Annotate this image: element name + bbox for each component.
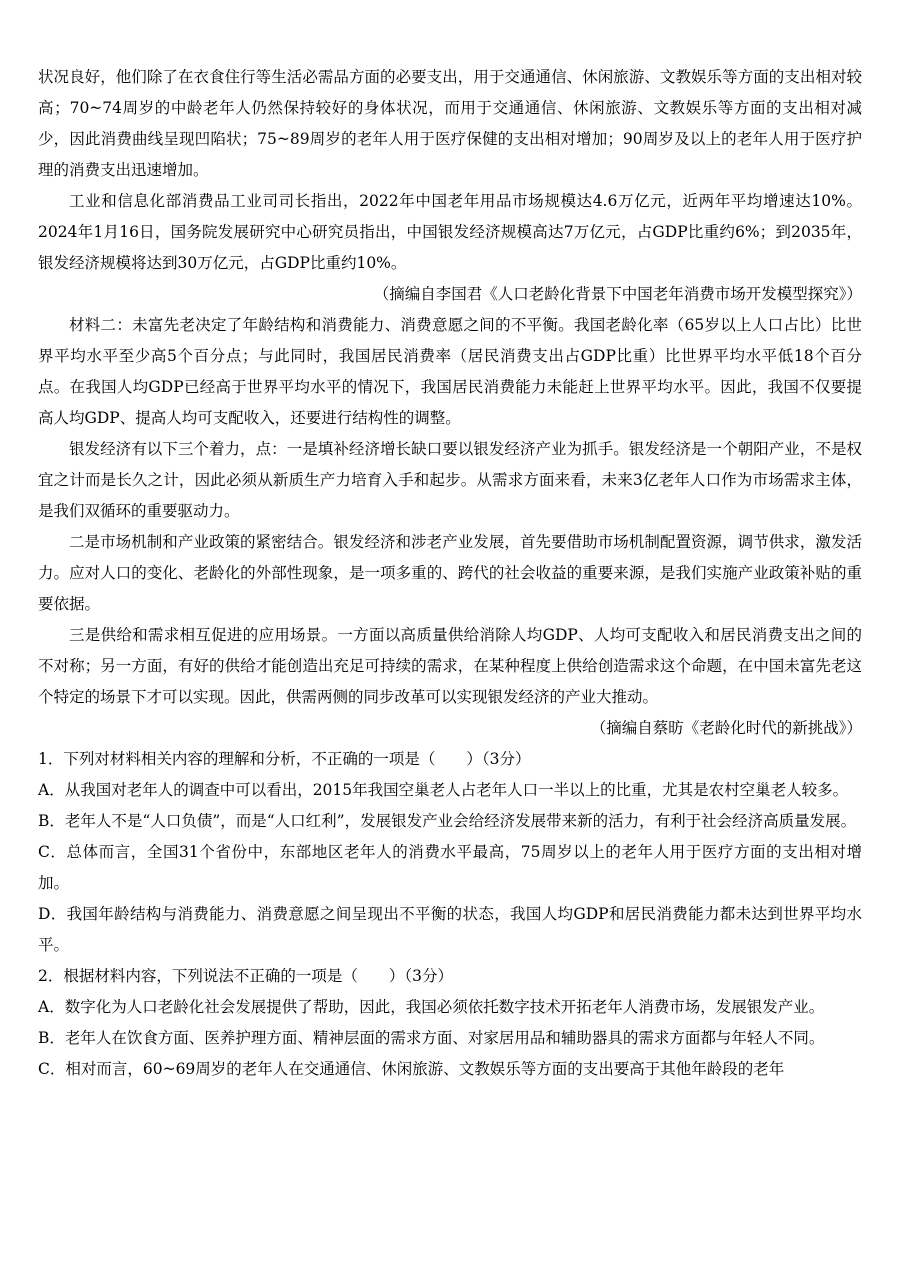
question1-stem: 1．下列对材料相关内容的理解和分析，不正确的一项是（ ）（3分） xyxy=(38,750,531,768)
material1-paragraph-market-size: 工业和信息化部消费品工业司司长指出，2022年中国老年用品市场规模达4.6万亿元，近两年平均增速达10%。2024年1月16日，国务院发展研究中心研究员指出，中国银发经济规模高达7万亿元，占GDP比重约6%；到2035年，银发经济规模将达到30万亿元，占GDP比重约10%。 xyxy=(38,192,862,272)
question1-option-c: C．总体而言，全国31个省份中，东部地区老年人的消费水平最高，75周岁以上的老年人用于医疗方面的支出相对增加。 xyxy=(38,843,862,892)
question2-option-c: C．相对而言，60~69周岁的老年人在交通通信、休闲旅游、文教娱乐等方面的支出要高于其他年龄段的老年 xyxy=(38,1060,785,1078)
material2-paragraph-point1: 银发经济有以下三个着力，点：一是填补经济增长缺口要以银发经济产业为抓手。银发经济是一个朝阳产业，不是权宜之计而是长久之计，因此必须从新质生产力培育入手和起步。从需求方面来看，未来3亿老年人口作为市场需求主体，是我们双循环的重要驱动力。 xyxy=(38,440,862,520)
material2-paragraph-point3: 三是供给和需求相互促进的应用场景。一方面以高质量供给消除人均GDP、人均可支配收入和居民消费支出之间的不对称；另一方面，有好的供给才能创造出充足可持续的需求，在某种程度上供给创造需求这个命题，在中国未富先老这个特定的场景下才可以实现。因此，供需两侧的同步改革可以实现银发经济的产业大推动。 xyxy=(38,626,862,706)
question1-option-d: D．我国年龄结构与消费能力、消费意愿之间呈现出不平衡的状态，我国人均GDP和居民消费能力都未达到世界平均水平。 xyxy=(38,905,862,954)
material1-source: （摘编自李国君《人口老龄化背景下中国老年消费市场开发模型探究》） xyxy=(373,285,862,303)
question1-option-b: B．老年人不是“人口负债”，而是“人口红利”，发展银发产业会给经济发展带来新的活力，有利于社会经济高质量发展。 xyxy=(38,812,857,830)
question2-option-a: A．数字化为人口老龄化社会发展提供了帮助，因此，我国必须依托数字技术开拓老年人消费市场，发展银发产业。 xyxy=(38,998,825,1016)
question1-option-a: A．从我国对老年人的调查中可以看出，2015年我国空巢老人占老年人口一半以上的比重，尤其是农村空巢老人较多。 xyxy=(38,781,849,799)
material1-paragraph-consumption: 状况良好，他们除了在衣食住行等生活必需品方面的必要支出，用于交通通信、休闲旅游、文教娱乐等方面的支出相对较高；70~74周岁的中龄老年人仍然保持较好的身体状况，而用于交通通信、休闲旅游、文教娱乐等方面的支出相对减少，因此消费曲线呈现凹陷状；75~89周岁的老年人用于医疗保健的支出相对增加；90周岁及以上的老年人用于医疗护理的消费支出迅速增加。 xyxy=(38,68,862,179)
exam-page xyxy=(38,62,862,1085)
material2-paragraph-point2: 二是市场机制和产业政策的紧密结合。银发经济和涉老产业发展，首先要借助市场机制配置资源，调节供求，激发活力。应对人口的变化、老龄化的外部性现象，是一项多重的、跨代的社会收益的重要来源，是我们实施产业政策补贴的重要依据。 xyxy=(38,533,862,613)
question2-stem: 2．根据材料内容，下列说法不正确的一项是（ ）（3分） xyxy=(38,967,453,985)
material2-source: （摘编自蔡昉《老龄化时代的新挑战》） xyxy=(590,719,862,737)
question2-option-b: B．老年人在饮食方面、医养护理方面、精神层面的需求方面、对家居用品和辅助器具的需求方面都与年轻人不同。 xyxy=(38,1029,825,1047)
material2-paragraph-intro: 材料二：未富先老决定了年龄结构和消费能力、消费意愿之间的不平衡。我国老龄化率（65岁以上人口占比）比世界平均水平至少高5个百分点；与此同时，我国居民消费率（居民消费支出占GDP比重）比世界平均水平低18个百分点。在我国人均GDP已经高于世界平均水平的情况下，我国居民消费能力未能赶上世界平均水平。因此，我国不仅要提高人均GDP、提高人均可支配收入，还要进行结构性的调整。 xyxy=(38,316,862,427)
